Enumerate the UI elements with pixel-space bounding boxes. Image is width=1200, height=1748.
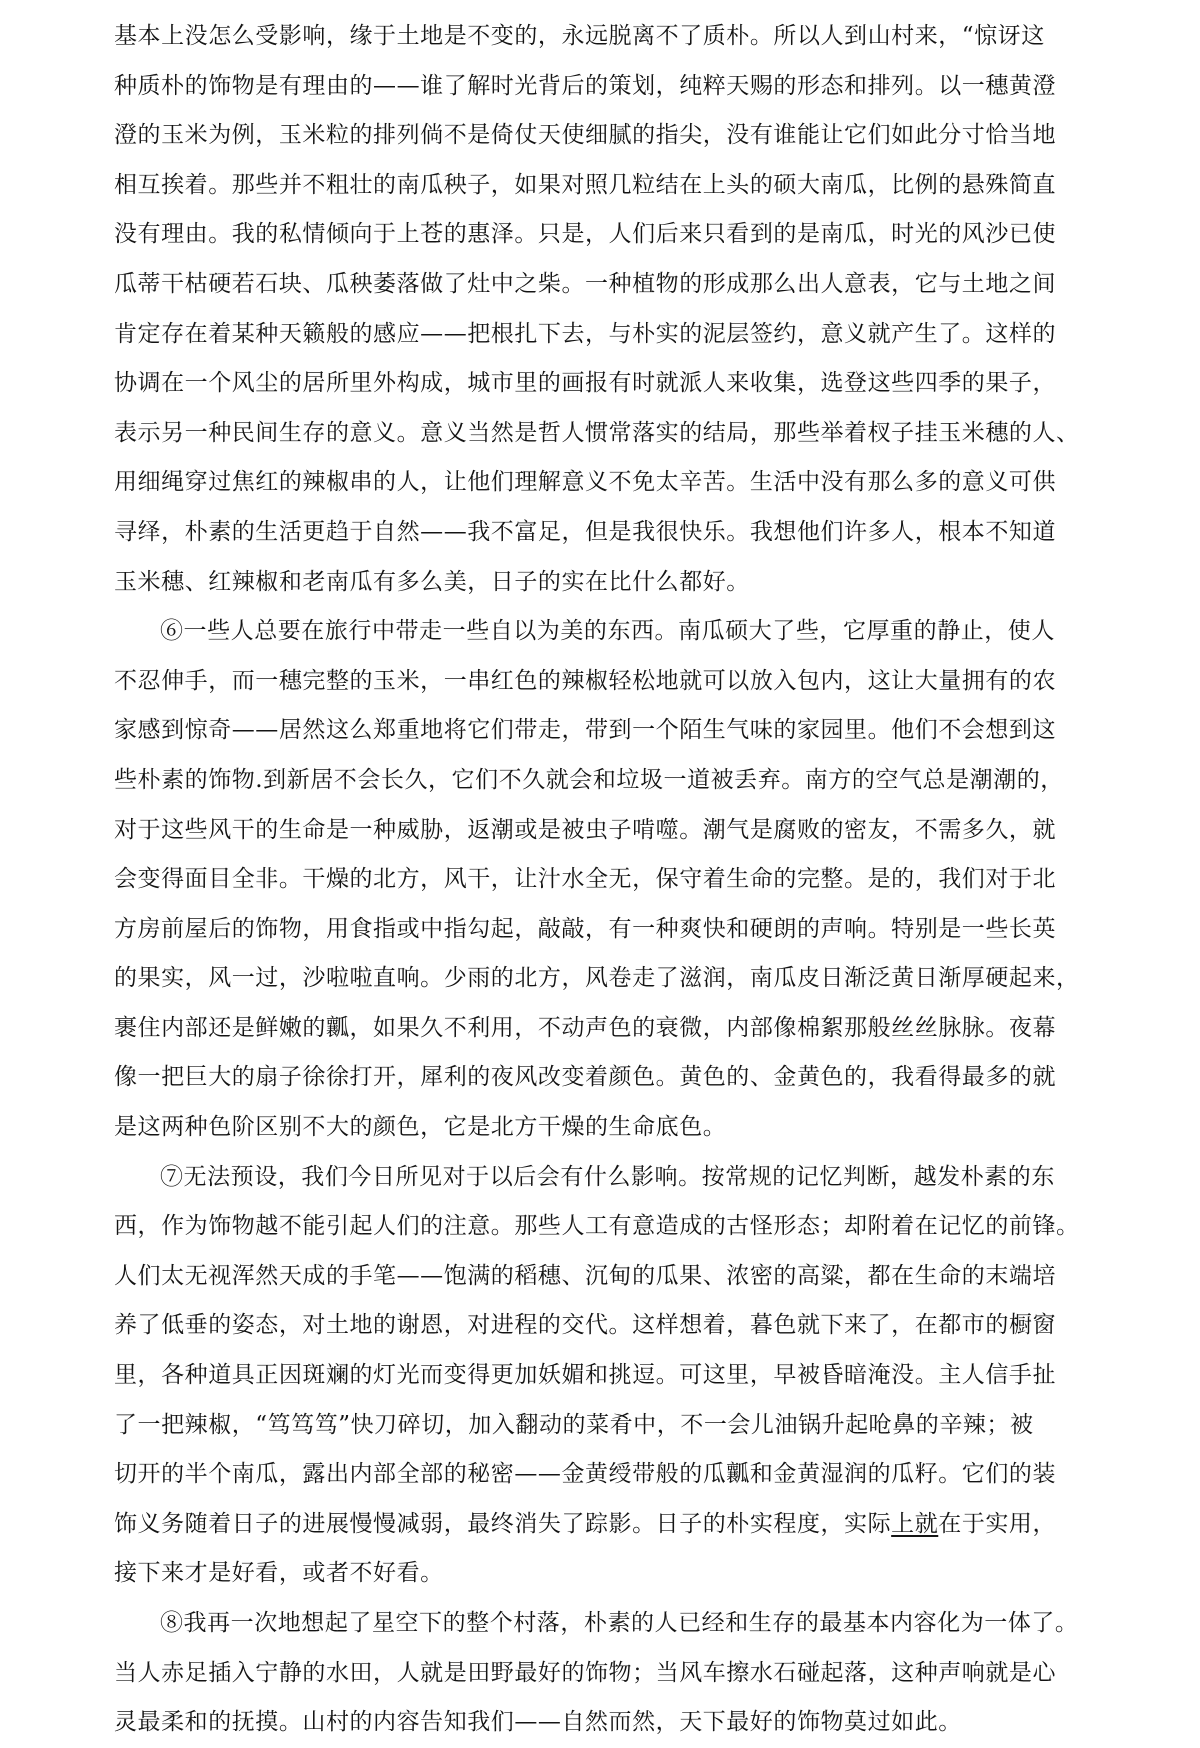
text-line: 没有理由。我的私情倾向于上苍的惠泽。只是，人们后来只看到的是南瓜，时光的风沙已使 bbox=[114, 221, 1056, 248]
text-line: 方房前屋后的饰物，用食指或中指勾起，敲敲，有一种爽快和硬朗的声响。特别是一些长英 bbox=[114, 915, 1056, 942]
text-line: 对于这些风干的生命是一种威胁，返潮或是被虫子啃噬。潮气是腐败的密友，不需多久，就 bbox=[114, 816, 1056, 843]
text-line: 了一把辣椒，“笃笃笃”快刀碎切，加入翻动的菜肴中，不一会儿油锅升起呛鼻的辛辣；被 bbox=[114, 1411, 1034, 1438]
text-line: 玉米穗、红辣椒和老南瓜有多么美，日子的实在比什么都好。 bbox=[114, 568, 750, 595]
text-line: 会变得面目全非。干燥的北方，风干，让汁水全无，保守着生命的完整。是的，我们对于北 bbox=[114, 866, 1056, 893]
text-line: 澄的玉米为例，玉米粒的排列倘不是倚仗天使细腻的指尖，没有谁能让它们如此分寸恰当地 bbox=[114, 122, 1056, 149]
text-line: 的果实，风一过，沙啦啦直响。少雨的北方，风卷走了滋润，南瓜皮日渐泛黄日渐厚硬起来， bbox=[114, 965, 1080, 992]
text-line: 当人赤足插入宁静的水田，人就是田野最好的饰物；当风车擦水石碰起落，这种声响就是心 bbox=[114, 1659, 1056, 1686]
text-line: 种质朴的饰物是有理由的——谁了解时光背后的策划，纯粹天赐的形态和排列。以一穗黄澄 bbox=[114, 72, 1056, 99]
paragraph-5-continued bbox=[114, 12, 1094, 607]
text-line: 里，各种道具正因斑斓的灯光而变得更加妖媚和挑逗。可这里，早被昏暗淹没。主人信手扯 bbox=[114, 1362, 1056, 1389]
text-line: 不忍伸手，而一穗完整的玉米，一串红色的辣椒轻松地就可以放入包内，这让大量拥有的农 bbox=[114, 667, 1056, 694]
text-line: 协调在一个风尘的居所里外构成，城市里的画报有时就派人来收集，选登这些四季的果子， bbox=[114, 370, 1056, 397]
text-line: 表示另一种民间生存的意义。意义当然是哲人惯常落实的结局，那些举着杈子挂玉米穗的人、 bbox=[114, 419, 1080, 446]
text-line: 相互挨着。那些并不粗壮的南瓜秧子，如果对照几粒结在上头的硕大南瓜，比例的悬殊简直 bbox=[114, 171, 1056, 198]
text-line: 些朴素的饰物.到新居不会长久，它们不久就会和垃圾一道被丢弃。南方的空气总是潮潮的， bbox=[114, 766, 1064, 793]
text-segment: 饰义务随着日子的进展慢慢减弱，最终消失了踪影。日子的朴实程度，实际 bbox=[114, 1510, 892, 1537]
text-line-first: ⑥一些人总要在旅行中带走一些自以为美的东西。南瓜硕大了些，它厚重的静止，使人 bbox=[160, 618, 1055, 645]
text-line: 裹住内部还是鲜嫩的瓤，如果久不利用，不动声色的衰微，内部像棉絮那般丝丝脉脉。夜幕 bbox=[114, 1014, 1056, 1041]
underlined-phrase: 上就 bbox=[891, 1510, 939, 1537]
text-line: 人们太无视浑然天成的手笔——饱满的稻穗、沉甸的瓜果、浓密的高粱，都在生命的末端培 bbox=[114, 1262, 1056, 1289]
text-line-first: ⑦无法预设，我们今日所见对于以后会有什么影响。按常规的记忆判断，越发朴素的东 bbox=[160, 1163, 1055, 1190]
paragraph-8 bbox=[114, 1599, 1094, 1748]
text-line: 灵最柔和的抚摸。山村的内容告知我们——自然而然，天下最好的饰物莫过如此。 bbox=[114, 1709, 962, 1736]
text-line: 养了低垂的姿态，对土地的谢恩，对进程的交代。这样想着，暮色就下来了，在都市的橱窗 bbox=[114, 1312, 1056, 1339]
document-page bbox=[114, 12, 1094, 1748]
text-line-with-underline bbox=[114, 1500, 1094, 1550]
text-line: 切开的半个南瓜，露出内部全部的秘密——金黄绶带般的瓜瓤和金黄湿润的瓜籽。它们的装 bbox=[114, 1461, 1056, 1488]
text-line: 肯定存在着某种天籁般的感应——把根扎下去，与朴实的泥层签约，意义就产生了。这样的 bbox=[114, 320, 1056, 347]
text-line: 家感到惊奇——居然这么郑重地将它们带走，带到一个陌生气味的家园里。他们不会想到这 bbox=[114, 717, 1056, 744]
text-line: 是这两种色阶区别不大的颜色，它是北方干燥的生命底色。 bbox=[114, 1114, 727, 1141]
text-line: 基本上没怎么受影响，缘于土地是不变的，永远脱离不了质朴。所以人到山村来，“惊讶这 bbox=[114, 23, 1045, 49]
text-line: 西，作为饰物越不能引起人们的注意。那些人工有意造成的古怪形态；却附着在记忆的前锋。 bbox=[114, 1213, 1080, 1240]
text-line: 用细绳穿过焦红的辣椒串的人，让他们理解意义不免太辛苦。生活中没有那么多的意义可供 bbox=[114, 469, 1056, 496]
text-segment: 在于实用， bbox=[938, 1510, 1057, 1537]
text-line-first: ⑧我再一次地想起了星空下的整个村落，朴素的人已经和生存的最基本内容化为一体了。 bbox=[160, 1610, 1079, 1636]
paragraph-6 bbox=[114, 607, 1094, 1153]
text-line: 瓜蒂干枯硬若石块、瓜秧萎落做了灶中之柴。一种植物的形成那么出人意表，它与土地之间 bbox=[114, 270, 1056, 297]
text-line: 像一把巨大的扇子徐徐打开，犀利的夜风改变着颜色。黄色的、金黄色的，我看得最多的就 bbox=[114, 1064, 1056, 1091]
paragraph-7 bbox=[114, 1153, 1094, 1599]
text-line: 接下来才是好看，或者不好看。 bbox=[114, 1560, 444, 1587]
text-line: 寻绎，朴素的生活更趋于自然——我不富足，但是我很快乐。我想他们许多人，根本不知道 bbox=[114, 518, 1056, 545]
